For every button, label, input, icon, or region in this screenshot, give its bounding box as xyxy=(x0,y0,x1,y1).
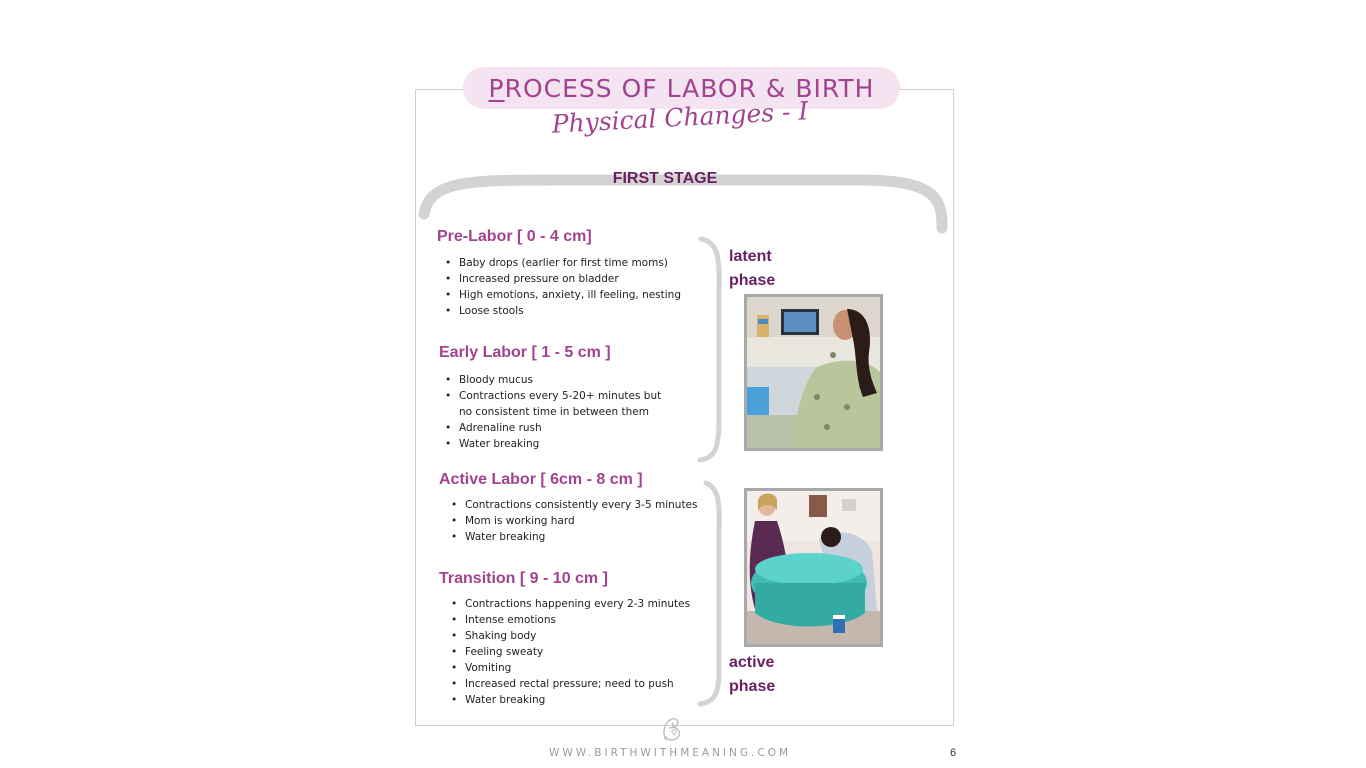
page-subtitle: Physical Changes - I xyxy=(551,96,809,139)
list-item: • Bloody mucus xyxy=(445,372,673,388)
list-item: • Loose stools xyxy=(445,303,695,319)
active-phase-label xyxy=(729,651,799,699)
page-number: 6 xyxy=(950,747,957,759)
active-phase-photo xyxy=(744,488,883,647)
title-rest: ROCESS OF LABOR & BIRTH xyxy=(504,73,875,103)
list-item: • Contractions consistently every 3-5 minutes xyxy=(451,497,701,513)
list-item: • Water breaking xyxy=(445,436,673,452)
list-item: • Shaking body xyxy=(451,628,701,644)
birth-with-meaning-logo-icon xyxy=(660,716,686,744)
list-item: • Intense emotions xyxy=(451,612,701,628)
list-item: • Contractions every 5-20+ minutes but no consistent time in between them xyxy=(445,388,673,420)
list-item: • Adrenaline rush xyxy=(445,420,673,436)
birth-pool-illustration xyxy=(747,491,880,644)
list-item: • Increased rectal pressure; need to push xyxy=(451,676,701,692)
list-item: • High emotions, anxiety, ill feeling, nesting xyxy=(445,287,695,303)
active-phase-label-line1: active xyxy=(729,654,775,671)
active-phase-brace xyxy=(700,483,719,704)
early-labor-heading: Early Labor [ 1 - 5 cm ] xyxy=(439,344,611,361)
hospital-room-illustration xyxy=(747,297,880,448)
list-item: • Increased pressure on bladder xyxy=(445,271,695,287)
list-item: • Baby drops (earlier for first time moms) xyxy=(445,255,695,271)
active-labor-list xyxy=(451,497,701,545)
active-phase-label-line2: phase xyxy=(729,678,776,695)
transition-heading: Transition [ 9 - 10 cm ] xyxy=(439,570,608,587)
active-labor-heading: Active Labor [ 6cm - 8 cm ] xyxy=(439,471,643,488)
list-item: • Vomiting xyxy=(451,660,701,676)
latent-phase-label xyxy=(729,245,799,293)
latent-phase-photo xyxy=(744,294,883,451)
list-item: • Water breaking xyxy=(451,529,701,545)
first-stage-label: FIRST STAGE xyxy=(612,170,718,187)
pre-labor-heading: Pre-Labor [ 0 - 4 cm] xyxy=(437,228,592,245)
footer-website[interactable]: WWW.BIRTHWITHMEANING.COM xyxy=(548,747,792,759)
pre-labor-list xyxy=(445,255,695,319)
list-item: • Water breaking xyxy=(451,692,701,708)
title-first-letter: P xyxy=(488,73,505,103)
list-item: • Mom is working hard xyxy=(451,513,701,529)
latent-phase-brace xyxy=(700,239,719,460)
transition-list xyxy=(451,596,701,708)
list-item: • Contractions happening every 2-3 minutes xyxy=(451,596,701,612)
early-labor-list xyxy=(445,372,673,452)
latent-phase-label-line2: phase xyxy=(729,272,776,289)
list-item: • Feeling sweaty xyxy=(451,644,701,660)
latent-phase-label-line1: latent xyxy=(729,248,772,265)
